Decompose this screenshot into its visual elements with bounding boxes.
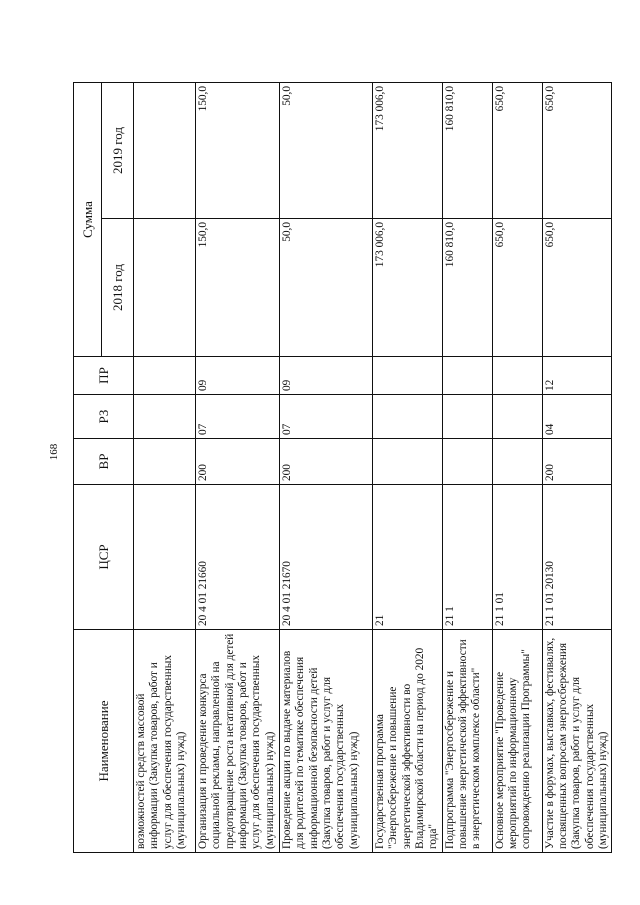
row-rz: 04 bbox=[542, 395, 612, 439]
row-name: Организация и проведение конкурса социальной рекламы, направленной на предотвращение роста негативной для детей информации (Закупка товаров, работ и услуг для обеспечения государственных (муниципальных) нужд) bbox=[196, 630, 280, 853]
row-sum-2018: 50,0 bbox=[280, 219, 373, 357]
row-pr: 09 bbox=[196, 357, 280, 395]
row-pr bbox=[442, 357, 492, 395]
table-body bbox=[134, 83, 612, 853]
row-pr bbox=[373, 357, 443, 395]
header-2018: 2018 год bbox=[102, 219, 134, 357]
row-rz bbox=[134, 395, 196, 439]
row-rz bbox=[442, 395, 492, 439]
row-rz: 07 bbox=[196, 395, 280, 439]
row-sum-2018 bbox=[134, 219, 196, 357]
row-csr: 20 4 01 21670 bbox=[280, 485, 373, 630]
row-rz bbox=[373, 395, 443, 439]
row-vr: 200 bbox=[542, 439, 612, 485]
row-name: возможностей средств массовой информации (Закупка товаров, работ и услуг для обеспечения государственных (муниципальных) нужд) bbox=[134, 630, 196, 853]
table-header bbox=[74, 83, 134, 853]
row-sum-2019: 650,0 bbox=[542, 83, 612, 219]
row-name: Основное мероприятие "Проведение мероприятий по информационному сопровождению реализации Программы" bbox=[492, 630, 542, 853]
page-number: 168 bbox=[48, 443, 60, 461]
header-sum: Сумма bbox=[74, 83, 102, 357]
row-csr: 21 1 01 20130 bbox=[542, 485, 612, 630]
row-pr: 09 bbox=[280, 357, 373, 395]
row-vr bbox=[442, 439, 492, 485]
header-name: Наименование bbox=[74, 630, 134, 853]
header-pr: ПР bbox=[74, 357, 134, 395]
row-sum-2019: 50,0 bbox=[280, 83, 373, 219]
rotated-table-frame bbox=[73, 83, 609, 853]
row-name: Подпрограмма "Энергосбережение и повышение энергетической эффективности в энергетическом комплексе области" bbox=[442, 630, 492, 853]
table-row bbox=[373, 83, 443, 853]
row-sum-2018: 150,0 bbox=[196, 219, 280, 357]
row-rz bbox=[492, 395, 542, 439]
row-sum-2018: 173 006,0 bbox=[373, 219, 443, 357]
row-csr: 20 4 01 21660 bbox=[196, 485, 280, 630]
row-csr bbox=[134, 485, 196, 630]
table-row bbox=[196, 83, 280, 853]
row-sum-2019: 173 006,0 bbox=[373, 83, 443, 219]
row-csr: 21 bbox=[373, 485, 443, 630]
row-sum-2018: 160 810,0 bbox=[442, 219, 492, 357]
rotated-content bbox=[73, 83, 609, 853]
header-rz: РЗ bbox=[74, 395, 134, 439]
row-name: Проведение акции по выдаче материалов для родителей по тематике обеспечения информационной безопасности детей (Закупка товаров, работ и услуг для обеспечения государственных (муниципальных) нужд) bbox=[280, 630, 373, 853]
row-vr bbox=[492, 439, 542, 485]
table-row bbox=[280, 83, 373, 853]
table-row bbox=[492, 83, 542, 853]
row-vr bbox=[373, 439, 443, 485]
row-sum-2019 bbox=[134, 83, 196, 219]
row-pr bbox=[134, 357, 196, 395]
header-csr: ЦСР bbox=[74, 485, 134, 630]
header-2019: 2019 год bbox=[102, 83, 134, 219]
row-sum-2019: 150,0 bbox=[196, 83, 280, 219]
row-name: Участие в форумах, выставках, фестивалях, посвященных вопросам энергосбережения (Закупка товаров, работ и услуг для обеспечения государственных (муниципальных) нужд) bbox=[542, 630, 612, 853]
row-vr: 200 bbox=[280, 439, 373, 485]
budget-table bbox=[73, 82, 612, 853]
table-row bbox=[442, 83, 492, 853]
row-csr: 21 1 bbox=[442, 485, 492, 630]
row-sum-2018: 650,0 bbox=[492, 219, 542, 357]
header-vr: ВР bbox=[74, 439, 134, 485]
row-pr bbox=[492, 357, 542, 395]
row-rz: 07 bbox=[280, 395, 373, 439]
row-sum-2019: 650,0 bbox=[492, 83, 542, 219]
table-row bbox=[134, 83, 196, 853]
row-vr bbox=[134, 439, 196, 485]
row-sum-2018: 650,0 bbox=[542, 219, 612, 357]
table-row bbox=[542, 83, 612, 853]
row-name: Государственная программа "Энергосбережение и повышение энергетической эффективности во Владимирской области на период до 2020 года" bbox=[373, 630, 443, 853]
row-sum-2019: 160 810,0 bbox=[442, 83, 492, 219]
row-csr: 21 1 01 bbox=[492, 485, 542, 630]
row-pr: 12 bbox=[542, 357, 612, 395]
row-vr: 200 bbox=[196, 439, 280, 485]
